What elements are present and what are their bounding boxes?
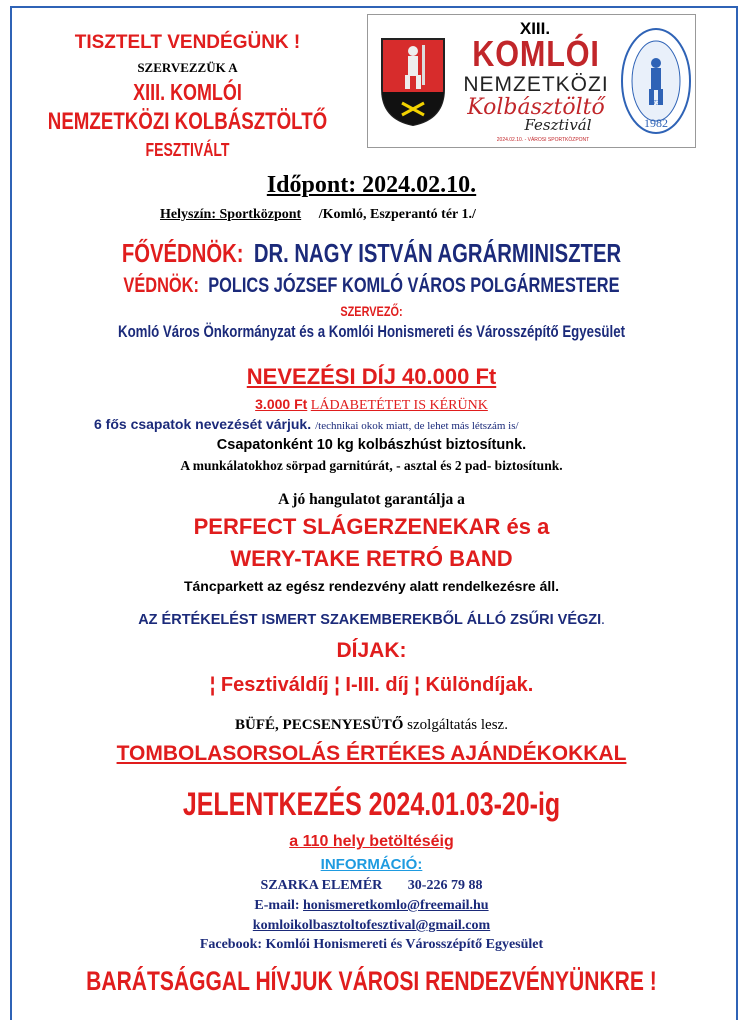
szervezo-name: Komló Város Önkormányzat és a Komlói Honismereti és Városszépítő Egyesület [118,322,625,341]
raffle-text: TOMBOLASORSOLÁS ÉRTÉKES AJÁNDÉKOKKAL [116,742,627,765]
organize-text: SZERVEZZÜK A [137,60,238,75]
closing-text: BARÁTSÁGGAL HÍVJUK VÁROSI RENDEZVÉNYÜNKRE ! [86,966,657,996]
email-link-1[interactable]: honismeretkomlo@freemail.hu [303,898,489,913]
festival-word: FESZTIVÁLT [145,140,230,160]
info-title: INFORMÁCIÓ: [320,856,423,873]
event-date: Időpont: 2024.02.10. [266,172,477,198]
band-1: PERFECT SLÁGERZENEKAR és a [193,514,550,539]
crate-amount: 3.000 Ft [255,396,308,412]
facebook-text: Facebook: Komlói Honismereti és Városszépítő Egyesület [199,937,544,952]
greeting: TISZTELT VENDÉGÜNK ! [74,32,301,53]
contact-phone: 30-226 79 88 [407,878,483,893]
email-label: E-mail: [254,898,300,913]
buffet-text: BÜFÉ, PECSENYESÜTŐ [235,717,404,733]
venue-address: /Komló, Eszperantó tér 1./ [318,207,476,222]
crate-text: LÁDABETÉTET IS KÉRÜNK [310,398,488,413]
entry-fee: NEVEZÉSI DÍJ 40.000 Ft [246,364,497,389]
registration-deadline: JELENTKEZÉS 2024.01.03-20-ig [182,786,561,822]
fovednok-label: FŐVÉDNÖK: [121,238,244,268]
jury-dot: . [601,612,605,628]
band-2: WERY-TAKE RETRÓ BAND [230,546,513,571]
logo-komloi: KOMLÓI [472,33,600,74]
edition-text: XIII. KOMLÓI [133,79,242,105]
awards-list: ¦ Fesztiváldíj ¦ I-III. díj ¦ Különdíjak. [209,674,534,696]
dance-text: Táncparkett az egész rendezvény alatt rendelkezésre áll. [183,578,560,594]
furniture-text: A munkálatokhoz sörpad garnitúrát, - asztal és 2 pad- biztosítunk. [180,458,563,473]
komlo-coat-of-arms-icon [380,37,446,127]
music-intro: A jó hangulatot garantálja a [278,491,465,508]
teams-text: 6 fős csapatok nevezését várjuk. [94,416,312,432]
teams-note: /technikai okok miatt, de lehet más létszám is/ [315,420,519,432]
festival-logo [367,14,696,148]
venue-label: Helyszín: Sportközpont [160,207,302,222]
contact-name: SZARKA ELEMÉR [260,878,383,893]
seal-year-2: 1982 [644,116,668,130]
seal-year-1: 1736 [649,99,663,107]
logo-roman: XIII. [519,19,551,38]
buffet-rest: szolgáltatás lesz. [407,717,508,733]
meat-text: Csapatonként 10 kg kolbászhúst biztosítunk. [216,437,527,453]
logo-nemzetkozi: NEMZETKÖZI [463,73,609,96]
festival-name: NEMZETKÖZI KOLBÁSZTÖLTŐ [47,108,328,135]
email-link-2[interactable]: komloikolbasztoltofesztival@gmail.com [252,918,491,933]
vednok-name: POLICS JÓZSEF KOMLÓ VÁROS POLGÁRMESTERE [208,274,620,297]
awards-title: DÍJAK: [336,639,407,662]
jury-text: AZ ÉRTÉKELÉST ISMERT SZAKEMBEREKBŐL ÁLLÓ ZSŰRI VÉGZI [138,612,602,628]
capacity-text: a 110 hely betöltéséig [289,833,454,850]
logo-script-1: Kolbásztöltő [467,95,605,120]
fovednok-name: DR. NAGY ISTVÁN AGRÁRMINISZTER [253,238,622,268]
logo-script-2: Fesztivál [524,116,592,134]
vednok-label: VÉDNÖK: [123,274,199,297]
logo-banner: 2024.02.10. - VÁROSI SPORTKÖZPONT [496,137,590,143]
szervezo-label: SZERVEZŐ: [340,303,403,319]
